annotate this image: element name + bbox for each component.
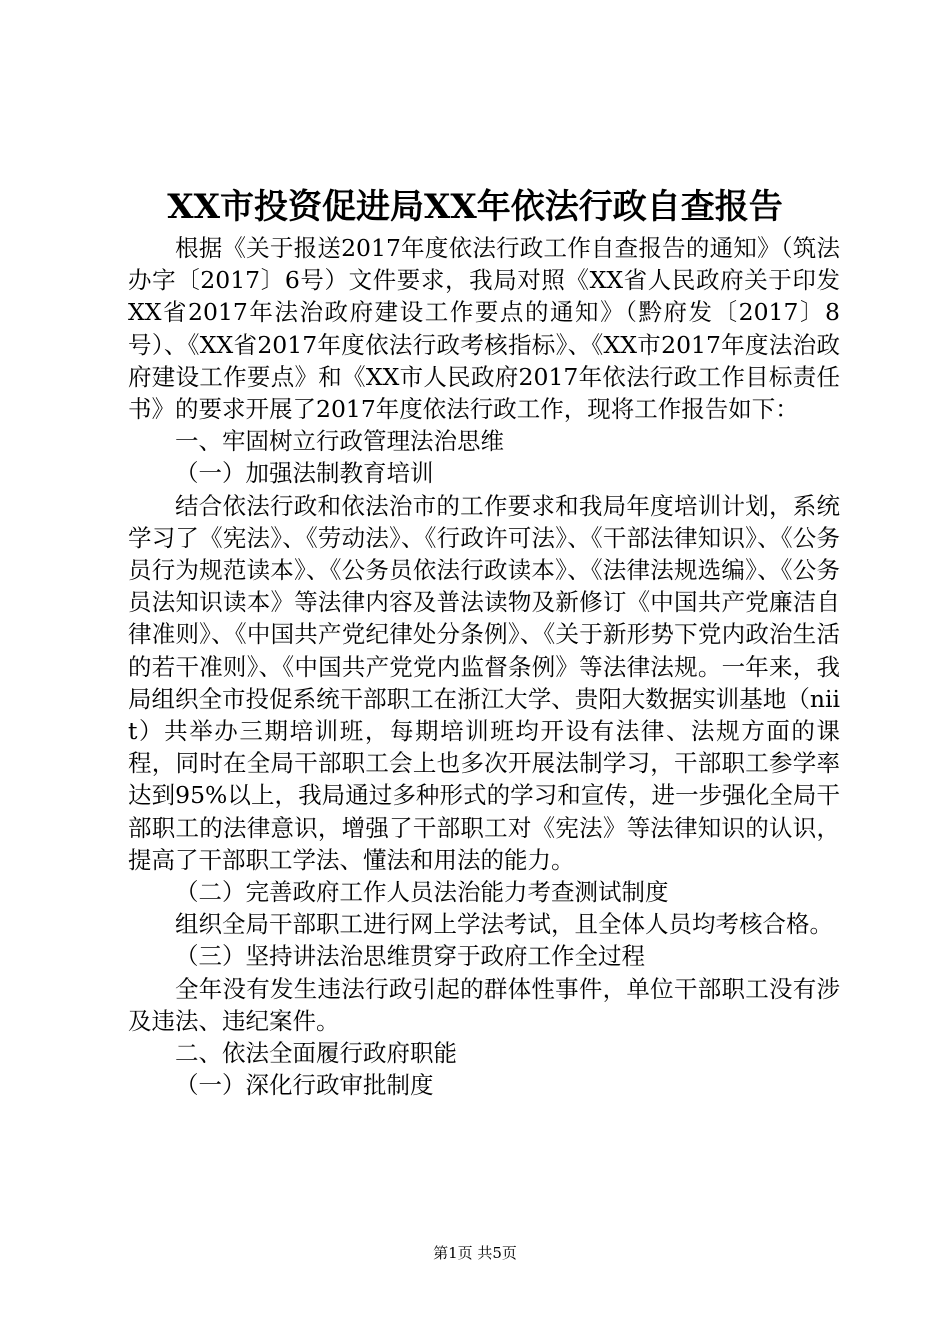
subsection-heading-1-2: （二）完善政府工作人员法治能力考查测试制度: [175, 878, 669, 907]
subsection-heading-2-1: （一）深化行政审批制度: [175, 1071, 434, 1100]
paragraph-intro: 根据《关于报送2017年度依法行政工作自查报告的通知》（筑法办字〔2017〕6号）文件要求，我局对照《XX省人民政府关于印发XX省2017年法治政府建设工作要点的通知》（黔府发〔2017〕8号）、《XX省2017年度依法行政考核指标》、《XX市2017年度法治政府建设工作要点》和《XX市人民政府2017年依法行政工作目标责任书》的要求开展了2017年度依法行政工作，现将工作报告如下：: [128, 234, 840, 424]
page-footer: 第1页 共5页: [433, 1244, 517, 1262]
subsection-heading-1-3: （三）坚持讲法治思维贯穿于政府工作全过程: [175, 942, 645, 971]
paragraph-no-incidents: 全年没有发生违法行政引起的群体性事件，单位干部职工没有涉及违法、违纪案件。: [128, 974, 840, 1035]
document-title: XX市投资促进局XX年依法行政自查报告: [167, 187, 783, 227]
paragraph-exam: 组织全局干部职工进行网上学法考试，且全体人员均考核合格。: [175, 910, 833, 939]
document-body: [128, 232, 840, 1101]
subsection-heading-1-1: （一）加强法制教育培训: [175, 459, 434, 488]
section-heading-2: 二、依法全面履行政府职能: [175, 1039, 457, 1068]
paragraph-training: 结合依法行政和依法治市的工作要求和我局年度培训计划，系统学习了《宪法》、《劳动法》、《行政许可法》、《干部法律知识》、《公务员行为规范读本》、《公务员依法行政读本》、《法律法规选编》、《公务员法知识读本》等法律内容及普法读物及新修订《中国共产党廉洁自律准则》、《中国共产党纪律处分条例》、《关于新形势下党内政治生活的若干准则》、《中国共产党党内监督条例》等法律法规。一年来，我局组织全市投促系统干部职工在浙江大学、贵阳大数据实训基地（niit）共举办三期培训班，每期培训班均开设有法律、法规方面的课程，同时在全局干部职工会上也多次开展法制学习，干部职工参学率达到95%以上，我局通过多种形式的学习和宣传，进一步强化全局干部职工的法律意识，增强了干部职工对《宪法》等法律知识的认识，提高了干部职工学法、懂法和用法的能力。: [128, 491, 840, 874]
section-heading-1: 一、牢固树立行政管理法治思维: [175, 427, 504, 456]
